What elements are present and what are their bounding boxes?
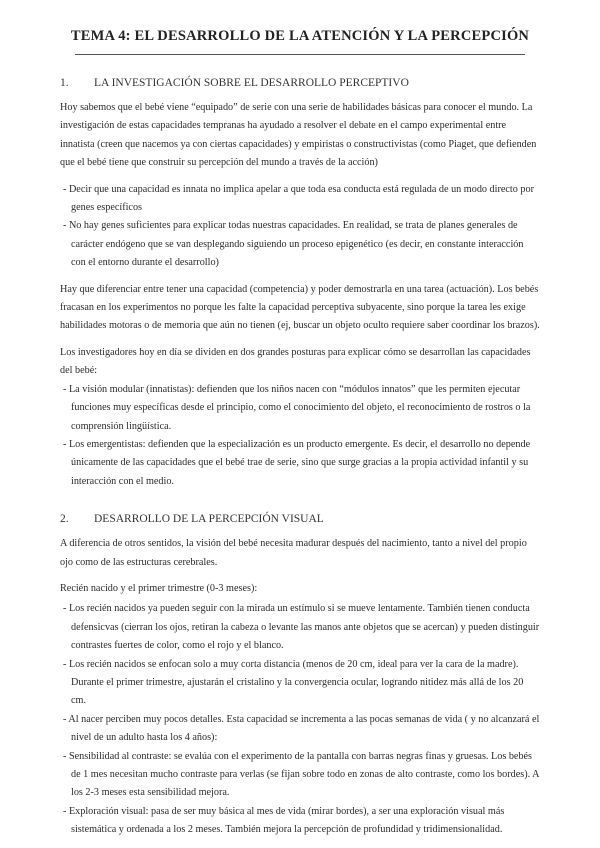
paragraph: Hoy sabemos que el bebé viene “equipado” de serie con una serie de habilidades básicas para conocer el mundo. La investigación de estas capacidades tempranas ha ayudado a resolver el debate en el campo experimental entre innatista (creen que nacemos ya con ciertas capacidades) y empiristas o constructivistas (como Piaget, que defienden que el bebé tiene que construir su percepción del mundo a través de la acción) [60,102,537,169]
page-title: TEMA 4: EL DESARROLLO DE LA ATENCIÓN Y LA PERCEPCIÓN [70,28,530,44]
section-title: DESARROLLO DE LA PERCEPCIÓN VISUAL [94,513,324,526]
list-item: - Exploración visual: pasa de ser muy básica al mes de vida (mirar bordes), a ser una exploración visual más sistemática y ordenada a los 2 meses. También mejora la percepción de profundidad y tridimensionalidad. [63,805,505,836]
section-1-heading [60,77,540,89]
bullet-list [60,600,540,839]
section-2-heading [60,513,540,525]
paragraph: Hay que diferenciar entre tener una capacidad (competencia) y poder demostrarla en una tarea (actuación). Los bebés fracasan en los experimentos no porque les falte la capacidad perceptiva subyacente, sino porque la tarea les exige habilidades motoras o de memoria que aún no tienen (ej, buscar un objeto oculto requiere saber coordinar los brazos). [60,283,540,332]
list-item: - No hay genes suficientes para explicar todas nuestras capacidades. En realidad, se trata de planes generales de carácter endógeno que se van desplegando siguiendo un proceso epigenético (es decir, en constante interacción con el entorno durante el desarrollo) [63,220,524,269]
list-item: - Los emergentistas: defienden que la especialización es un producto emergente. Es decir, el desarrollo no depende únicamente de las capacidades que el bebé trae de serie, sino que surge gracias a la propia actividad infantil y su interacción con el medio. [63,438,531,487]
paragraph: Los investigadores hoy en día se dividen en dos grandes posturas para explicar cómo se desarrollan las capacidades del bebé: [60,346,531,377]
section-title: LA INVESTIGACIÓN SOBRE EL DESARROLLO PERCEPTIVO [94,77,409,89]
title-divider [75,54,525,55]
list-item: - La visión modular (innatistas): defienden que los niños nacen con “módulos innatos” que les permiten ejecutar funciones muy específicas desde el principio, como el conocimiento del objeto, el reconocimiento de rostros o la comprensión lingüística. [63,383,531,432]
list-item: - Sensibilidad al contraste: se evalúa con el experimento de la pantalla con barras negras finas y gruesas. Los bebés de 1 mes necesitan mucho contraste para verlas (se fijan sobre todo en zonas de alto contraste, como los bordes). A los 2-3 meses esta sensibilidad mejora. [63,750,539,799]
list-item: - Al nacer perciben muy pocos detalles. Esta capacidad se incrementa a las pocas semanas de vida ( y no alcanzará el nivel de un adulto hasta los 4 años): [63,713,540,744]
list-item: - Decir que una capacidad es innata no implica apelar a que toda esa conducta está regulada de un modo directo por genes específicos [63,183,534,214]
list-item: - Los recién nacidos se enfocan solo a muy corta distancia (menos de 20 cm, ideal para ver la cara de la madre). Durante el primer trimestre, ajustarán el cristalino y la convergencia ocular, logrando nitidez más allá de los 20 cm. [63,658,524,707]
paragraph: A diferencia de otros sentidos, la visión del bebé necesita madurar después del nacimiento, tanto a nivel del propio ojo como de las estructuras cerebrales. [60,538,527,568]
list-item: - Los recién nacidos ya pueden seguir con la mirada un estímulo si se mueve lentamente. También tienen conducta defensicvas (cierran los ojos, retiran la cabeza o levante las manos ante objetos que se acercan) y pueden distinguir contrastes fuertes de color, como el rojo y el blanco. [63,603,540,652]
subheading: Recién nacido y el primer trimestre (0-3 meses): [60,582,258,594]
bullet-list [60,381,540,491]
section-number: 2. [60,513,69,526]
section-number: 1. [60,77,69,89]
bullet-list [60,181,540,273]
